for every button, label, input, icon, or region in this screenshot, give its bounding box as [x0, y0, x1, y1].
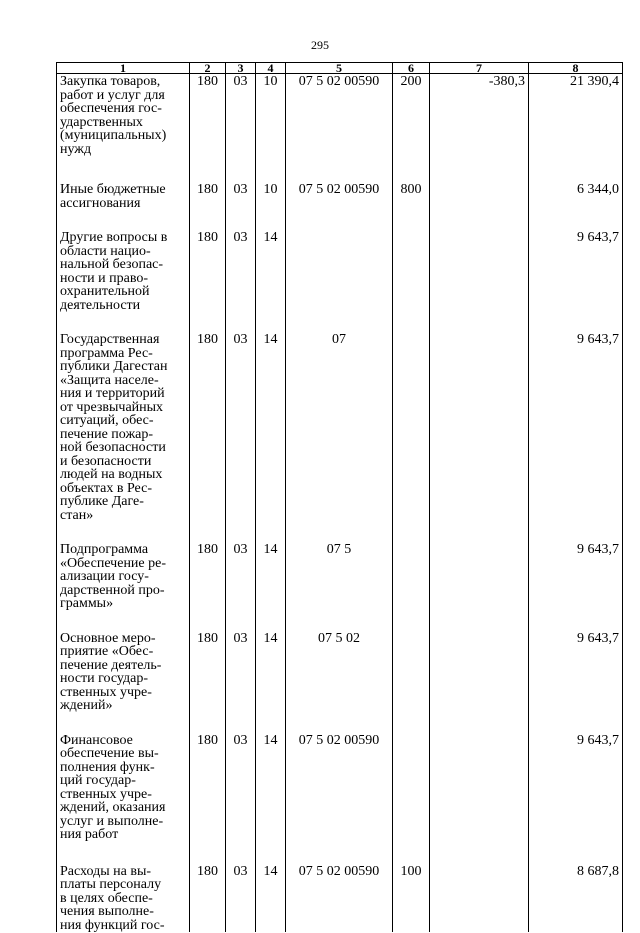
- row-csr: 07 5 02 00590: [286, 733, 393, 864]
- table-row: [57, 74, 623, 183]
- row-csr: 07: [286, 332, 393, 542]
- row-name-line: публики Дагестан: [60, 359, 168, 374]
- row-name-line: Государственная: [60, 332, 160, 347]
- row-sum: 9 643,7: [529, 332, 623, 542]
- column-header-rz: 3: [226, 63, 256, 74]
- row-csr: [286, 230, 393, 332]
- row-name-line: нужд: [60, 141, 92, 157]
- row-name-line: (муниципальных): [60, 128, 167, 143]
- row-pr: 10: [256, 182, 286, 230]
- row-name-line: ализации госу-: [60, 569, 149, 584]
- row-name-line: охранительной: [60, 284, 150, 299]
- row-pr: 14: [256, 230, 286, 332]
- row-change: [430, 864, 529, 933]
- column-header-gr: 2: [190, 63, 226, 74]
- row-change: [430, 542, 529, 631]
- column-header-change: 7: [430, 63, 529, 74]
- row-name-line: печение деятель-: [60, 657, 162, 673]
- row-name: [57, 542, 190, 631]
- row-rz: 03: [226, 542, 256, 631]
- row-rz: 03: [226, 230, 256, 332]
- row-name-line: Основное меро-: [60, 630, 156, 646]
- row-vr: [393, 332, 430, 542]
- row-change: -380,3: [430, 74, 529, 183]
- table-row: [57, 864, 623, 933]
- row-pr: 10: [256, 74, 286, 183]
- row-name-line: полнения функ-: [60, 759, 155, 775]
- row-rz: 03: [226, 733, 256, 864]
- row-pr: 14: [256, 332, 286, 542]
- row-sum: 9 643,7: [529, 733, 623, 864]
- row-change: [430, 230, 529, 332]
- row-change: [430, 733, 529, 864]
- row-csr: 07 5 02 00590: [286, 864, 393, 933]
- row-name: [57, 332, 190, 542]
- row-name-line: ций государ-: [60, 773, 136, 788]
- row-name-line: ассигнования: [60, 195, 141, 211]
- row-name-line: печение пожар-: [60, 426, 154, 442]
- row-csr: 07 5 02 00590: [286, 182, 393, 230]
- row-name-line: чения выполне-: [60, 904, 154, 919]
- row-name-line: Иные бюджетные: [60, 182, 166, 197]
- row-name-line: ситуаций, обес-: [60, 413, 154, 428]
- row-name-line: объектах в Рес-: [60, 480, 152, 496]
- row-rz: 03: [226, 864, 256, 933]
- row-name-line: Другие вопросы в: [60, 230, 168, 245]
- row-name-line: ждений, оказания: [60, 800, 166, 815]
- row-name-line: Подпрограмма: [60, 542, 149, 557]
- budget-table: [56, 62, 623, 932]
- row-gr: 180: [190, 542, 226, 631]
- table-row: [57, 182, 623, 230]
- row-change: [430, 182, 529, 230]
- row-name-line: ния и территорий: [60, 386, 165, 401]
- row-gr: 180: [190, 631, 226, 733]
- column-header-csr: 5: [286, 63, 393, 74]
- page-number: 295: [311, 38, 329, 52]
- row-rz: 03: [226, 332, 256, 542]
- row-name-line: и безопасности: [60, 453, 152, 469]
- table-row: [57, 631, 623, 733]
- row-vr: [393, 631, 430, 733]
- row-name-line: граммы»: [60, 596, 114, 611]
- row-vr: [393, 230, 430, 332]
- row-name-line: ности государ-: [60, 671, 149, 686]
- row-sum: 21 390,4: [529, 74, 623, 183]
- row-name-line: ственных учре-: [60, 684, 152, 700]
- row-csr: 07 5 02: [286, 631, 393, 733]
- header-row: [57, 63, 623, 74]
- row-gr: 180: [190, 230, 226, 332]
- row-name: [57, 733, 190, 864]
- table-row: [57, 542, 623, 631]
- row-vr: 800: [393, 182, 430, 230]
- row-name-line: работ и услуг для: [60, 87, 165, 103]
- row-name-line: платы персоналу: [60, 877, 162, 892]
- row-name: [57, 74, 190, 183]
- row-name-line: ности и право-: [60, 270, 149, 286]
- row-gr: 180: [190, 332, 226, 542]
- row-name-line: «Защита населе-: [60, 372, 159, 388]
- row-name-line: области нацио-: [60, 243, 151, 259]
- row-name-line: Закупка товаров,: [60, 74, 161, 89]
- row-sum: 6 344,0: [529, 182, 623, 230]
- row-gr: 180: [190, 864, 226, 933]
- row-name-line: дарственной про-: [60, 582, 165, 598]
- row-name-line: ной безопасности: [60, 440, 166, 455]
- row-gr: 180: [190, 182, 226, 230]
- column-header-vr: 6: [393, 63, 430, 74]
- row-sum: 8 687,8: [529, 864, 623, 933]
- row-vr: [393, 542, 430, 631]
- row-name-line: обеспечение вы-: [60, 746, 159, 761]
- table-row: [57, 332, 623, 542]
- row-name-line: от чрезвычайных: [60, 399, 164, 415]
- row-pr: 14: [256, 733, 286, 864]
- column-header-name: 1: [57, 63, 190, 74]
- row-pr: 14: [256, 864, 286, 933]
- row-rz: 03: [226, 631, 256, 733]
- row-name-line: в целях обеспе-: [60, 890, 153, 906]
- row-name-line: нальной безопас-: [60, 257, 164, 272]
- row-sum: 9 643,7: [529, 542, 623, 631]
- column-header-pr: 4: [256, 63, 286, 74]
- row-name-line: публике Даге-: [60, 494, 144, 509]
- row-name-line: стан»: [60, 507, 94, 523]
- row-name-line: Финансовое: [60, 732, 133, 748]
- row-csr: 07 5 02 00590: [286, 74, 393, 183]
- row-gr: 180: [190, 733, 226, 864]
- row-name-line: ударственных: [60, 114, 143, 130]
- row-change: [430, 332, 529, 542]
- row-name: [57, 864, 190, 933]
- row-sum: 9 643,7: [529, 230, 623, 332]
- row-pr: 14: [256, 631, 286, 733]
- row-name-line: услуг и выполне-: [60, 813, 164, 829]
- row-name: [57, 631, 190, 733]
- row-vr: 100: [393, 864, 430, 933]
- row-vr: [393, 733, 430, 864]
- row-name-line: программа Рес-: [60, 345, 153, 361]
- row-name: [57, 182, 190, 230]
- row-name-line: ственных учре-: [60, 786, 152, 802]
- row-name-line: людей на водных: [60, 467, 163, 482]
- row-name: [57, 230, 190, 332]
- row-pr: 14: [256, 542, 286, 631]
- row-name-line: Расходы на вы-: [60, 863, 152, 879]
- row-sum: 9 643,7: [529, 631, 623, 733]
- row-name-line: обеспечения гос-: [60, 101, 162, 116]
- table-row: [57, 733, 623, 864]
- column-header-sum: 8: [529, 63, 623, 74]
- row-name-line: «Обеспечение ре-: [60, 555, 167, 571]
- row-name-line: ждений»: [60, 698, 113, 713]
- row-rz: 03: [226, 182, 256, 230]
- row-rz: 03: [226, 74, 256, 183]
- row-vr: 200: [393, 74, 430, 183]
- row-name-line: деятельности: [60, 297, 141, 313]
- row-name-line: ния функций гос-: [60, 917, 165, 933]
- row-csr: 07 5: [286, 542, 393, 631]
- row-gr: 180: [190, 74, 226, 183]
- row-name-line: ния работ: [60, 827, 119, 842]
- row-change: [430, 631, 529, 733]
- row-name-line: приятие «Обес-: [60, 644, 154, 659]
- table-row: [57, 230, 623, 332]
